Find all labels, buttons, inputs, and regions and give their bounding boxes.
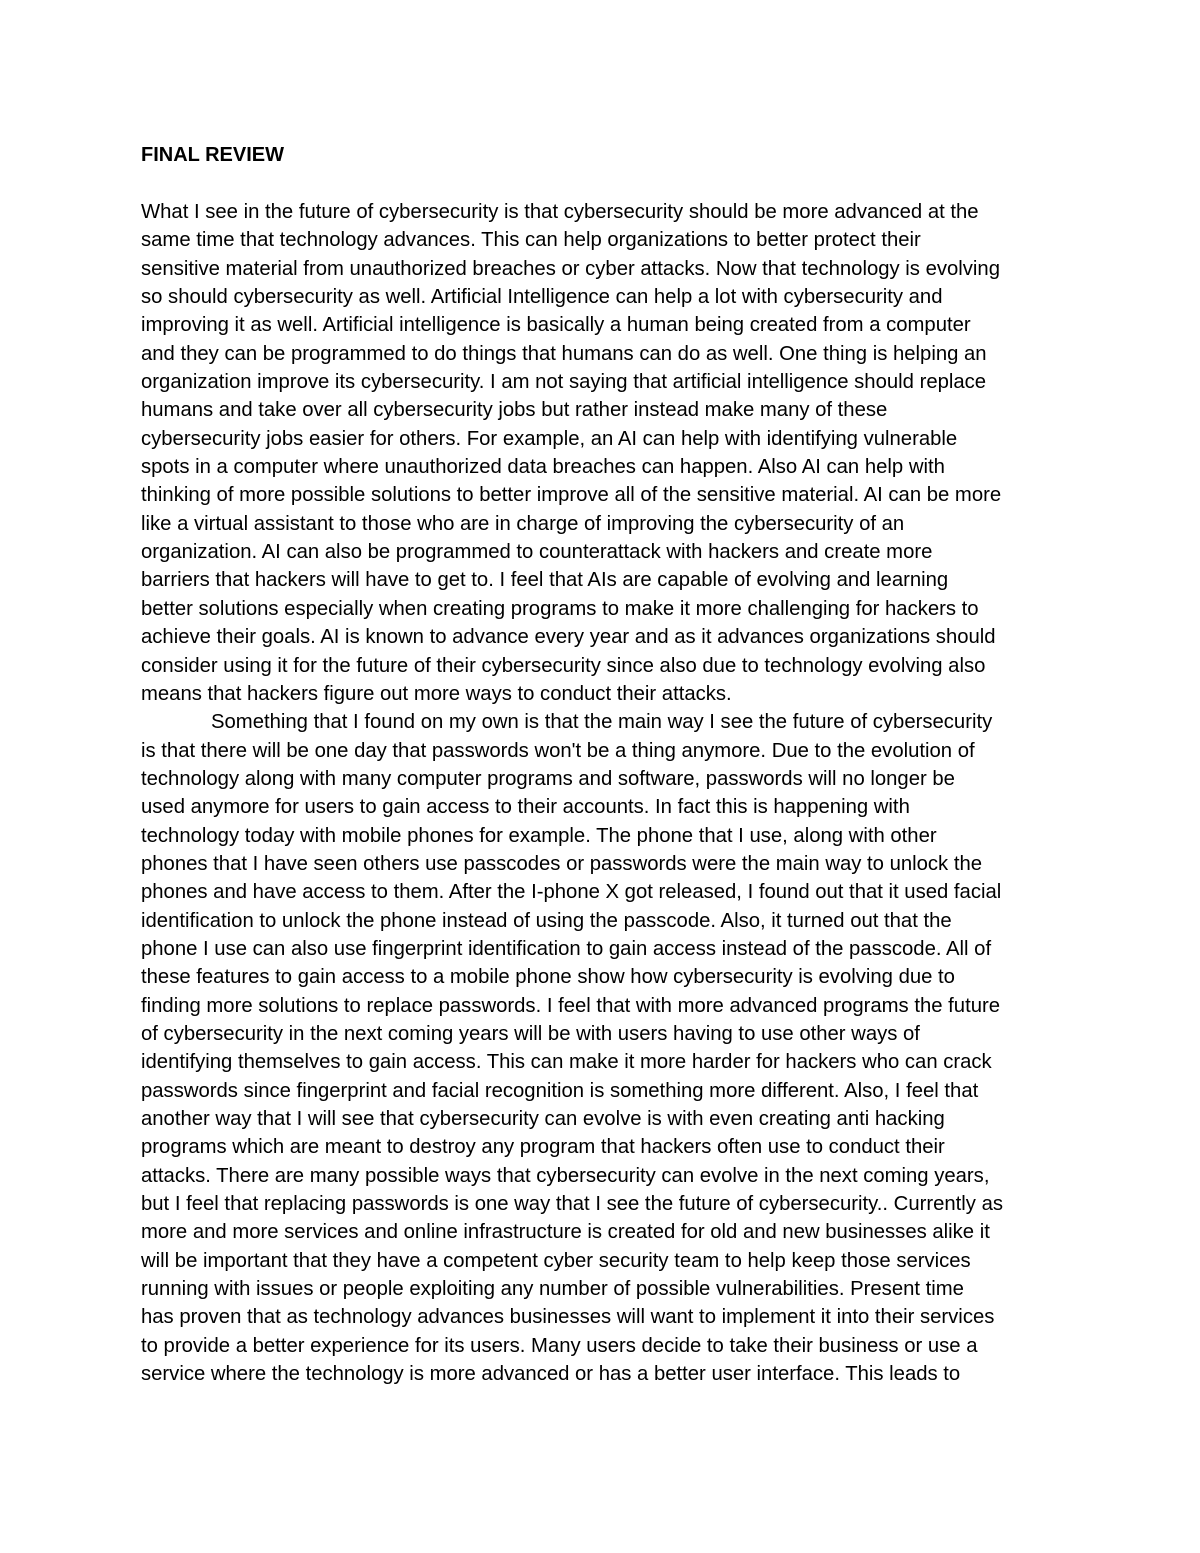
text-line: phones and have access to them. After the I-phone X got released, I found out that it used facial [141,881,1002,904]
text-line: sensitive material from unauthorized breaches or cyber attacks. Now that technology is evolving [141,257,1000,280]
text-line: these features to gain access to a mobile phone show how cybersecurity is evolving due to [141,966,955,989]
text-line: better solutions especially when creating programs to make it more challenging for hackers to [141,597,979,620]
text-line: identification to unlock the phone instead of using the passcode. Also, it turned out that the [141,909,952,932]
text-line: humans and take over all cybersecurity jobs but rather instead make many of these [141,399,888,422]
text-line: used anymore for users to gain access to their accounts. In fact this is happening with [141,796,910,819]
text-line: phones that I have seen others use passcodes or passwords were the main way to unlock the [141,852,983,875]
text-line: technology today with mobile phones for example. The phone that I use, along with other [141,824,937,847]
text-line: will be important that they have a competent cyber security team to help keep those services [141,1249,971,1272]
text-line: barriers that hackers will have to get to. I feel that AIs are capable of evolving and learning [141,569,949,592]
text-line: identifying themselves to gain access. This can make it more harder for hackers who can crack [141,1051,992,1074]
text-line: attacks. There are many possible ways that cybersecurity can evolve in the next coming years, [141,1164,990,1187]
text-line: passwords since fingerprint and facial recognition is something more different. Also, I feel that [141,1079,979,1102]
text-line: and they can be programmed to do things that humans can do as well. One thing is helping an [141,342,987,365]
text-line: has proven that as technology advances businesses will want to implement it into their services [141,1306,995,1329]
text-line: another way that I will see that cybersecurity can evolve is with even creating anti hacking [141,1108,945,1130]
text-line: same time that technology advances. This can help organizations to better protect their [141,229,921,252]
text-line: phone I use can also use fingerprint identification to gain access instead of the passcode. All of [141,937,992,960]
text-line: finding more solutions to replace passwords. I feel that with more advanced programs the future [141,994,1001,1017]
text-line: What I see in the future of cybersecurity is that cybersecurity should be more advanced at the [141,201,979,223]
text-line: spots in a computer where unauthorized data breaches can happen. Also AI can help with [141,456,945,479]
text-line: cybersecurity jobs easier for others. For example, an AI can help with identifying vulnerable [141,427,958,450]
text-line: consider using it for the future of their cybersecurity since also due to technology evolving also [141,654,986,677]
text-line: is that there will be one day that passwords won't be a thing anymore. Due to the evolution of [141,739,975,762]
text-line: organization. AI can also be programmed to counterattack with hackers and create more [141,541,933,564]
text-line: to provide a better experience for its users. Many users decide to take their business or use a [141,1334,978,1357]
text-line: organization improve its cybersecurity. I am not saying that artificial intelligence should replace [141,371,987,394]
document-title: FINAL REVIEW [141,144,284,166]
text-line: more and more services and online infrastructure is created for old and new businesses alike it [141,1221,990,1244]
text-line: Something that I found on my own is that the main way I see the future of cybersecurity [211,711,993,734]
text-line: thinking of more possible solutions to better improve all of the sensitive material. AI can be more [141,484,1002,507]
text-line: technology along with many computer programs and software, passwords will no longer be [141,767,955,790]
text-line: of cybersecurity in the next coming years will be with users having to use other ways of [141,1022,920,1045]
text-line: like a virtual assistant to those who are in charge of improving the cybersecurity of an [141,512,905,535]
text-line: improving it as well. Artificial intelligence is basically a human being created from a computer [141,314,971,337]
document-text [141,198,1061,1388]
text-line: so should cybersecurity as well. Artificial Intelligence can help a lot with cybersecurity and [141,286,943,309]
document-body [141,141,1061,1388]
text-line: running with issues or people exploiting any number of possible vulnerabilities. Present time [141,1278,964,1301]
text-line: achieve their goals. AI is known to advance every year and as it advances organizations should [141,626,996,649]
text-line: means that hackers figure out more ways to conduct their attacks. [141,682,732,705]
text-line: but I feel that replacing passwords is one way that I see the future of cybersecurity.. Currently as [141,1193,1004,1216]
text-line: programs which are meant to destroy any program that hackers often use to conduct their [141,1136,945,1159]
text-line: service where the technology is more advanced or has a better user interface. This leads to [141,1363,961,1386]
